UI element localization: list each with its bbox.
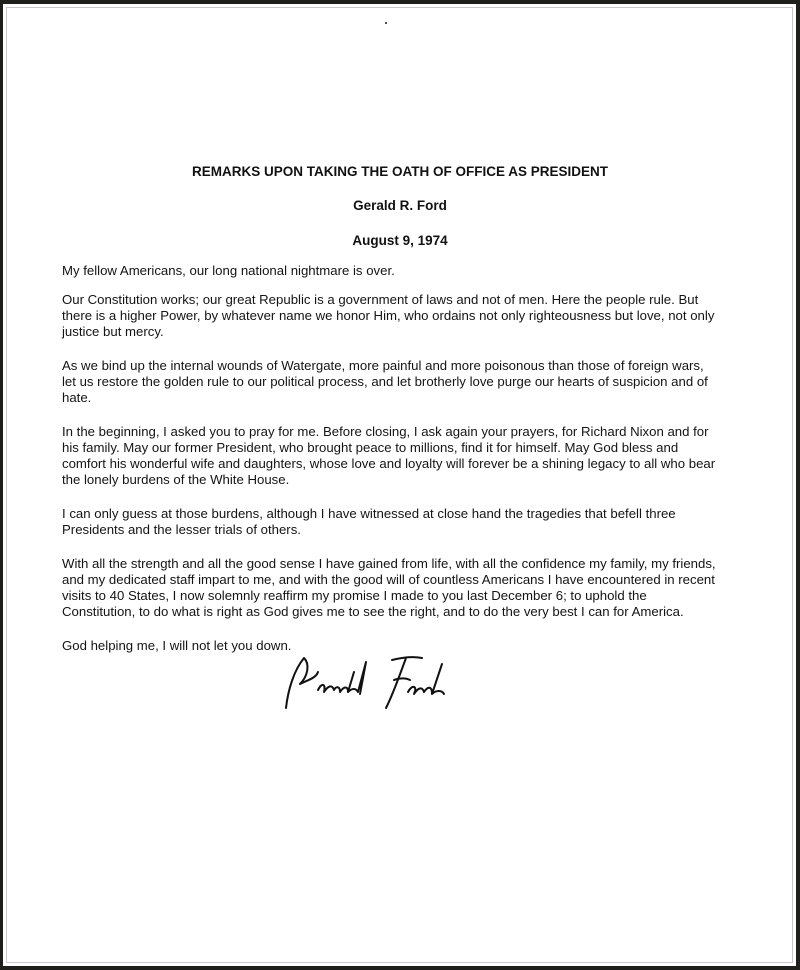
text-line: Our Constitution works; our great Republic is a government of laws and not of men. Here the people rule. But [62,292,699,307]
author-name: Gerald R. Ford [353,198,447,213]
document-title: REMARKS UPON TAKING THE OATH OF OFFICE AS PRESIDENT [191,164,608,179]
paragraph-6 [62,556,716,620]
text-line: visits to 40 States, I now solemnly reaffirm my promise I made to you last December 6; to uphold the [62,588,647,603]
text-line: In the beginning, I asked you to pray for me. Before closing, I ask again your prayers, for Richard Nixon and for [62,424,709,439]
text-line: Presidents and the lesser trials of others. [62,522,301,537]
document-date: August 9, 1974 [352,233,448,248]
handwritten-signature [282,650,462,715]
text-line: justice but mercy. [62,324,164,339]
text-line: My fellow Americans, our long national nightmare is over. [62,263,395,278]
paragraph-2 [62,292,714,340]
paragraph-7 [62,638,291,654]
text-line: God helping me, I will not let you down. [62,638,292,653]
paragraph-3 [62,358,708,406]
text-line: comfort his wonderful wife and daughters, whose love and loyalty will forever be a shining legacy to all who bear [62,456,716,471]
text-line: I can only guess at those burdens, although I have witnessed at close hand the tragedies that befell three [62,506,676,521]
text-line: the lonely burdens of the White House. [62,472,290,487]
text-line: let us restore the golden rule to our political process, and let brotherly love purge our hearts of suspicion and of [62,374,708,389]
paragraph-1 [62,263,395,279]
text-line: hate. [62,390,92,405]
text-line: there is a higher Power, by whatever name we honor Him, who ordains not only righteousness but love, not only [62,308,715,323]
paragraph-5 [62,506,676,538]
text-line: As we bind up the internal wounds of Watergate, more painful and more poisonous than those of foreign wars, [62,358,704,373]
paragraph-4 [62,424,715,488]
text-line: Constitution, to do what is right as God gives me to see the right, and to do the very best I can for America. [62,604,684,619]
text-line: and my dedicated staff impart to me, and with the good will of countless Americans I have encountered in recent [62,572,715,587]
text-line: his family. May our former President, who brought peace to millions, find it for himself. May God bless and [62,440,679,455]
text-line: With all the strength and all the good sense I have gained from life, with all the confidence my family, my friends, [62,556,716,571]
speck [385,22,387,24]
